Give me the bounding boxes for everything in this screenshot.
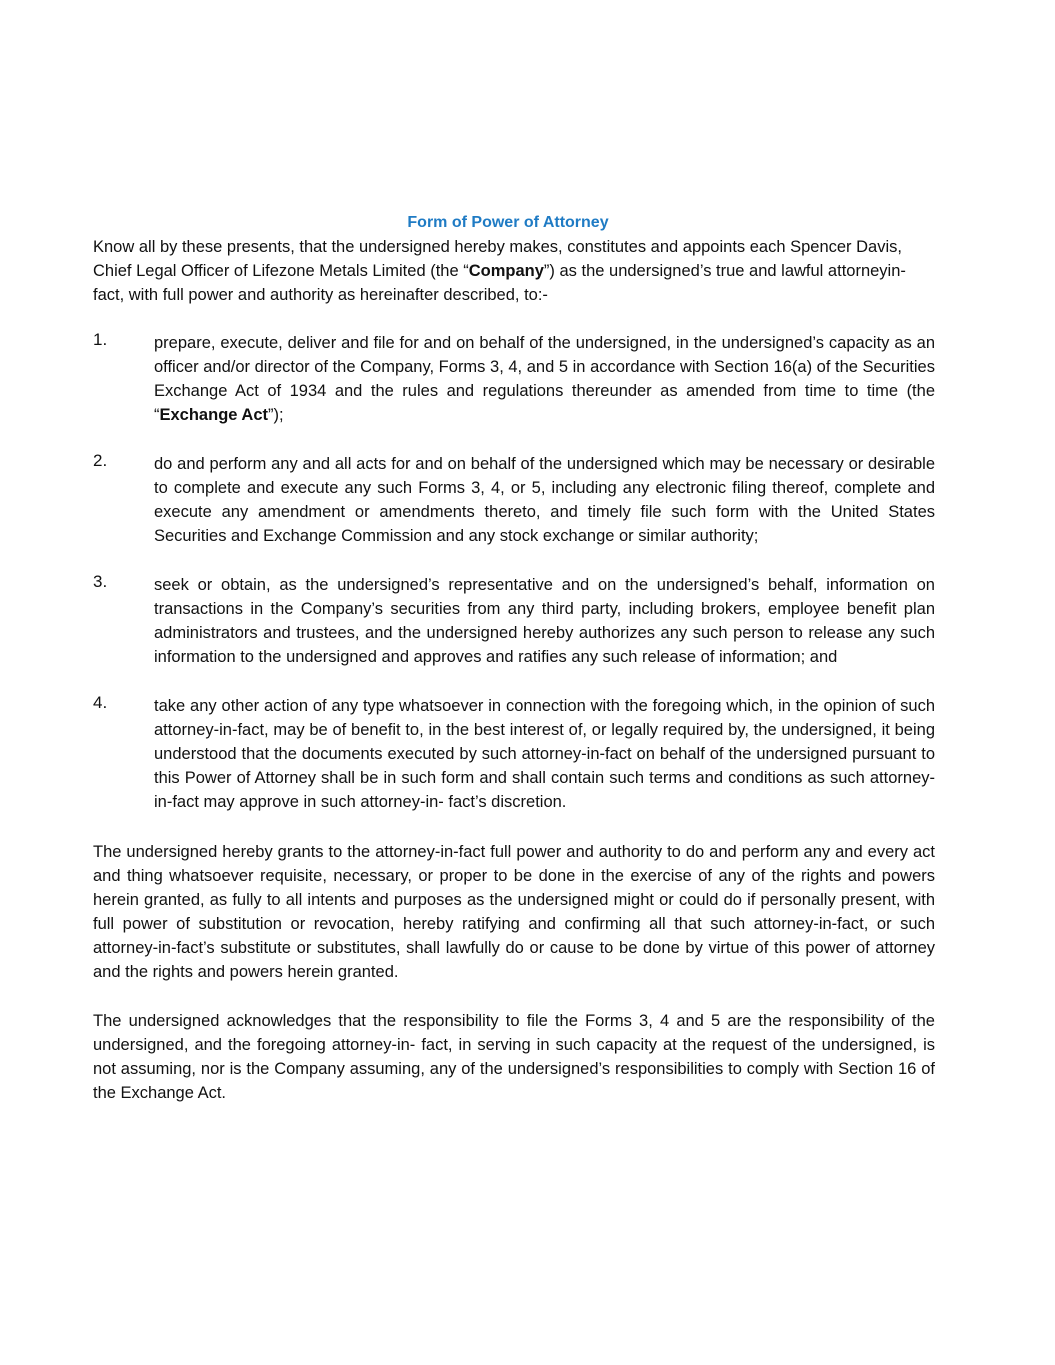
list-item-1 xyxy=(93,331,935,427)
list-item-text xyxy=(154,331,935,427)
list-item-text-before: prepare, execute, deliver and file for and on behalf of the undersigned, in the undersigned’s capacity as an officer and/or director of the Company, Forms 3, 4, and 5 in accordance with Section 16(a) of the Securities Exchange Act of 1934 and the rules and regulations thereunder as amended from time to time (the “ xyxy=(154,334,935,424)
list-item-4 xyxy=(93,694,935,814)
list-item-number: 4. xyxy=(93,693,108,712)
list-item-text-after: ”); xyxy=(268,406,284,424)
grants-paragraph: The undersigned hereby grants to the attorney-in-fact full power and authority to do and perform any and every act and thing whatsoever requisite, necessary, or proper to be done in the exercise of any of the rights and powers herein granted, as fully to all intents and purposes as the undersigned might or could do if personally present, with full power of substitution or revocation, hereby ratifying and confirming all that such attorney-in-fact, or such attorney-in-fact’s substitute or substitutes, shall lawfully do or cause to be done by virtue of this power of attorney and the rights and powers herein granted. xyxy=(93,843,935,981)
list-item-number: 1. xyxy=(93,330,108,349)
list-item-2 xyxy=(93,452,935,548)
intro-defined-term-company: Company xyxy=(468,262,544,280)
list-item-text: seek or obtain, as the undersigned’s representative and on the undersigned’s behalf, information on transactions in the Company’s securities from any third party, including brokers, employee benefit plan administrators and trustees, and the undersigned hereby authorizes any such person to release any such information to the undersigned and approves and ratifies any such release of information; and xyxy=(154,576,935,666)
list-item-number: 2. xyxy=(93,451,108,470)
acknowledgement-paragraph: The undersigned acknowledges that the responsibility to file the Forms 3, 4 and 5 are the responsibility of the undersigned, and the foregoing attorney-in- fact, in serving in such capacity at the request of the undersigned, is not assuming, nor is the Company assuming, any of the undersigned’s responsibilities to comply with Section 16 of the Exchange Act. xyxy=(93,1012,935,1102)
intro-paragraph xyxy=(93,235,915,307)
list-item-text: take any other action of any type whatsoever in connection with the foregoing which, in the opinion of such attorney-in-fact, may be of benefit to, in the best interest of, or legally required by, the undersigned, it being understood that the documents executed by such attorney-in-fact on behalf of the undersigned pursuant to this Power of Attorney shall be in such form and shall contain such terms and conditions as such attorney-in-fact may approve in such attorney-in- fact’s discretion. xyxy=(154,697,935,811)
list-item-number: 3. xyxy=(93,572,108,591)
list-item-text: do and perform any and all acts for and on behalf of the undersigned which may be necessary or desirable to complete and execute any such Forms 3, 4, or 5, including any electronic filing thereof, complete and execute any amendment or amendments thereto, and timely file such form with the United States Securities and Exchange Commission and any stock exchange or similar authority; xyxy=(154,455,935,545)
defined-term-exchange-act: Exchange Act xyxy=(159,406,269,424)
document-title: Form of Power of Attorney xyxy=(407,214,609,231)
intro-text-part1: Know all by these presents, that the undersigned hereby makes, constitutes and appoints each Spencer Davis, Chief Legal Officer of Lifezone Metals Limited (the “ xyxy=(93,238,902,280)
list-item-3 xyxy=(93,573,935,669)
intro-text-part2: ”) as the undersigned’s true and lawful attorneyin-fact, with full power and authority as hereinafter described, to:- xyxy=(93,262,906,304)
